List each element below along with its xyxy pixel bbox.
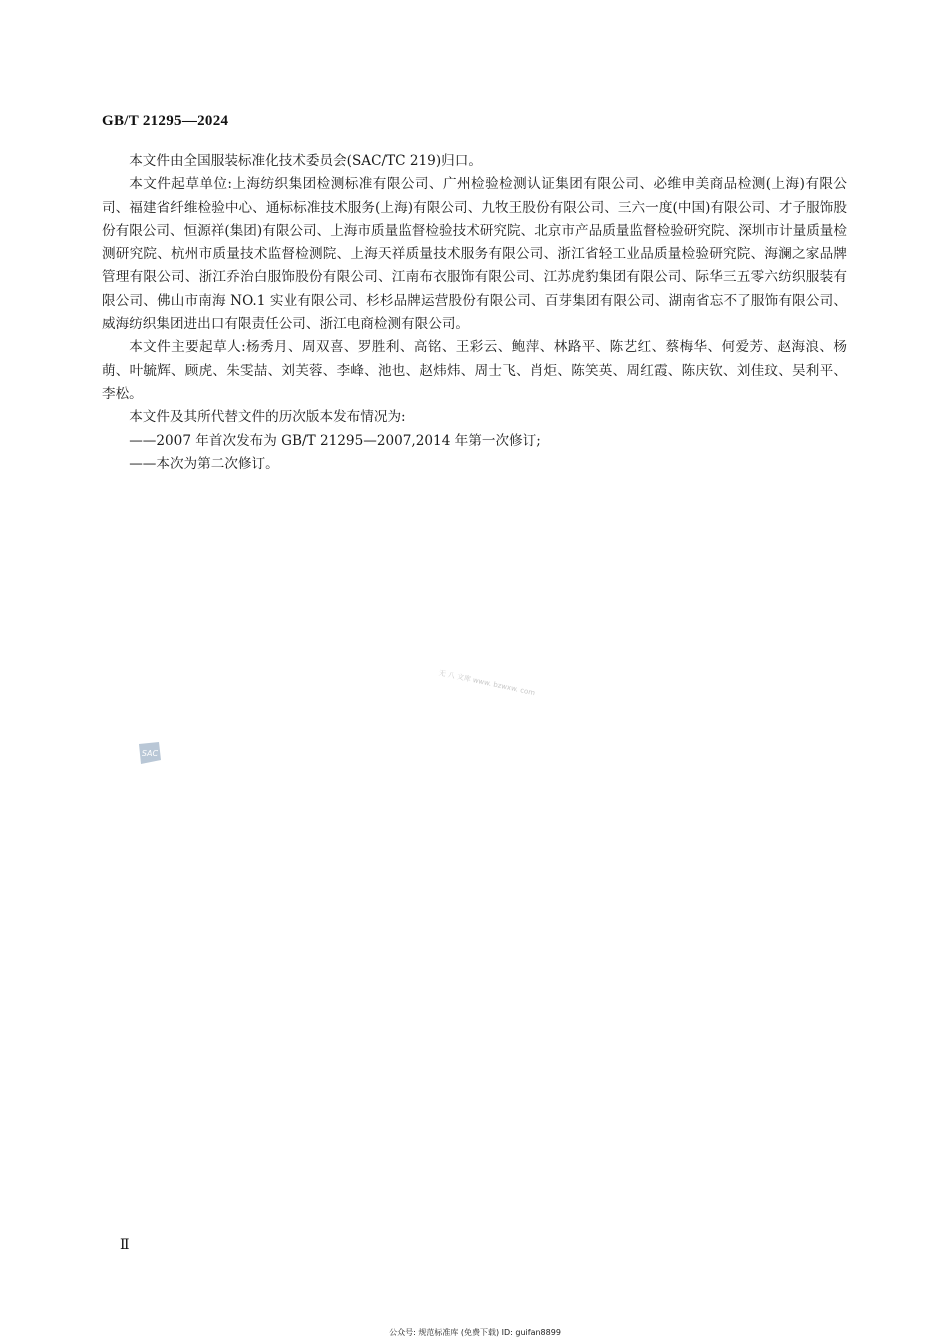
sac-logo-icon xyxy=(137,740,163,766)
paragraph-drafting-units: 本文件起草单位:上海纺织集团检测标准有限公司、广州检验检测认证集团有限公司、必维申美商品检测(上海)有限公司、福建省纤维检验中心、通标标准技术服务(上海)有限公司、九牧王股份有限公司、三六一度(中国)有限公司、才子服饰股份有限公司、恒源祥(集团)有限公司、上海市质量监督检验技术研究院、北京市产品质量监督检验研究院、深圳市计量质量检测研究院、杭州市质量技术监督检测院、上海天祥质量技术服务有限公司、浙江省轻工业品质量检验研究院、海澜之家品牌管理有限公司、浙江乔治白服饰股份有限公司、江南布衣服饰有限公司、江苏虎豹集团有限公司、际华三五零六纺织服装有限公司、佛山市南海 NO.1 实业有限公司、杉杉品牌运营股份有限公司、百芽集团有限公司、湖南省忘不了服饰有限公司、威海纺织集团进出口有限责任公司、浙江电商检测有限公司。 xyxy=(102,176,847,333)
paragraph-history-item-1: ——2007 年首次发布为 GB/T 21295—2007,2014 年第一次修订; xyxy=(129,432,541,449)
paragraph-version-history: 本文件及其所代替文件的历次版本发布情况为: xyxy=(129,409,406,426)
sac-logo-text: SAC xyxy=(141,749,159,758)
footer-note: 公众号: 规范标准库 (免费下载) ID: guifan8899 xyxy=(389,1328,561,1337)
paragraph-committee: 本文件由全国服装标准化技术委员会(SAC/TC 219)归口。 xyxy=(129,153,482,169)
paragraph-history-item-2: ——本次为第二次修订。 xyxy=(129,455,279,472)
paragraph-drafters: 本文件主要起草人:杨秀月、周双喜、罗胜利、高铭、王彩云、鲍萍、林路平、陈艺红、蔡梅华、何爱芳、赵海浪、杨萌、叶毓辉、顾虎、朱雯喆、刘芙蓉、李峰、池也、赵炜炜、周士飞、肖炬、陈笑英、周红霞、陈庆钦、刘佳玟、吴利平、李松。 xyxy=(102,339,847,402)
standard-code-header: GB/T 21295—2024 xyxy=(102,113,229,129)
document-body xyxy=(102,150,847,476)
watermark-text: 无 八 文库 www. bzwxw. com xyxy=(438,668,536,698)
page-number: Ⅱ xyxy=(120,1238,130,1253)
